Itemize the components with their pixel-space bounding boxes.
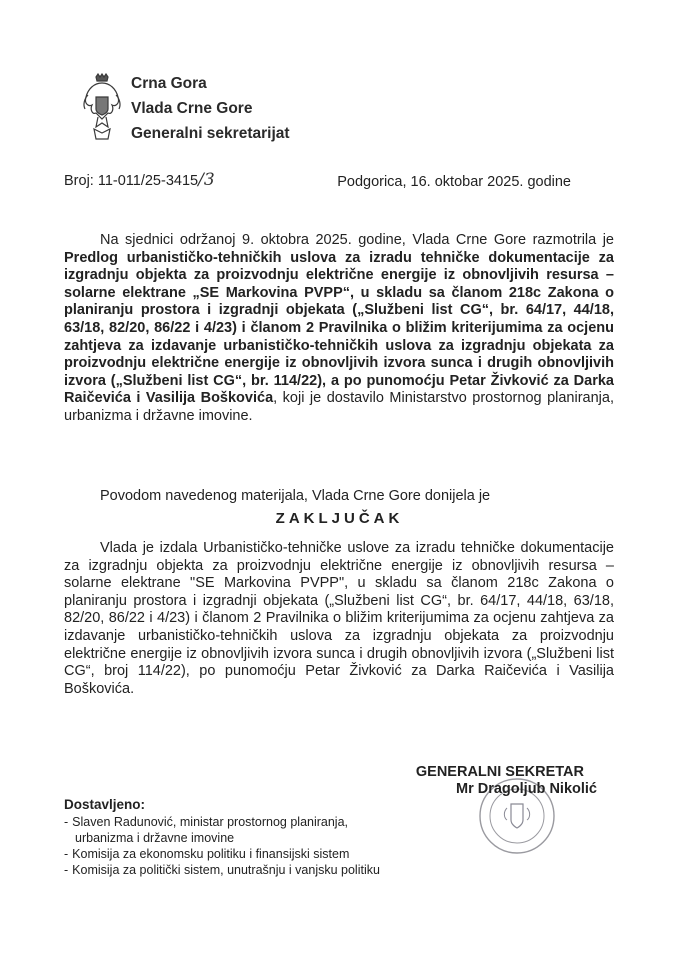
document-title: ZAKLJUČAK xyxy=(275,510,404,527)
header-secretariat: Generalni sekretarijat xyxy=(131,125,290,142)
distribution-item: - Slaven Radunović, ministar prostornog planiranja, xyxy=(64,815,349,829)
handwritten-suffix: /3 xyxy=(198,170,215,190)
reference-number-text: Broj: 11-011/25-3415 xyxy=(64,173,199,189)
reference-number xyxy=(64,170,215,190)
distribution-title: Dostavljeno: xyxy=(64,797,146,812)
distribution-item: - Komisija za ekonomsku politiku i finansijski sistem xyxy=(64,847,350,861)
paragraph-decision-intro: Povodom navedenog materijala, Vlada Crne Gore donijela je xyxy=(100,488,491,504)
paragraph-session-bold: Predlog urbanističko-tehničkih uslova za izradu tehničke dokumentacije za izgradnju objekta za proizvodnju električne energije iz obnovljivih resursa – solarne elektrane „SE Markovina PVPP“, u skladu sa članom 218c Zakona o planiranju prostora i izgradnji objekata („Službeni list CG“, br. 64/17, 44/18, 63/18, 82/20, 86/22 i 4/23) i članom 2 Pravilnika o bližim kriterijumima za ocjenu zahtjeva za izdavanje urbanističko-tehničkih uslova za izgradnju objekata za proizvodnju električne energije iz obnovljivih izvora sunca i drugih obnovljivih izvora („Službeni list CG“, br. 114/22), a po punomoćju Petar Živković za Darka Raičevića i Vasilija Boškovića xyxy=(64,249,614,407)
signature-role: GENERALNI SEKRETAR xyxy=(415,764,584,780)
distribution-list xyxy=(64,814,384,878)
distribution-item: - Komisija za politički sistem, unutrašnju i vanjsku politiku xyxy=(64,863,380,877)
paragraph-session-end: , koji je dostavilo Ministarstvo prostornog planiranja, urbanizma i državne imovine. xyxy=(64,390,614,424)
paragraph-session-intro: Na sjednici održanoj 9. oktobra 2025. godine, Vlada Crne Gore razmotrila je xyxy=(100,232,614,248)
distribution-item-continued: urbanizma i državne imovine xyxy=(75,831,235,845)
place-date: Podgorica, 16. oktobar 2025. godine xyxy=(337,174,571,190)
paragraph-session xyxy=(64,232,614,426)
header-country: Crna Gora xyxy=(131,75,207,92)
coat-of-arms-icon xyxy=(82,73,122,143)
header-government: Vlada Crne Gore xyxy=(131,100,253,117)
paragraph-conclusion: Vlada je izdala Urbanističko-tehničke uslove za izradu tehničke dokumentacije za izgradnju objekta za proizvodnju električne energije iz obnovljivih resursa – solarne elektrane "SE Markovina PVPP", u skladu sa članom 218c Zakona o planiranju prostora i izgradnji objekata („Službeni list CG“, br. 64/17, 44/18, 63/18, 82/20, 86/22 i 4/23) i članom 2 Pravilnika o bližim kriterijumima za ocjenu zahtjeva za izdavanje urbanističko-tehničkih uslova za izgradnju objekata za proizvodnju električne energije iz obnovljivih izvora sunca i drugih obnovljivih izvora („Službeni list CG“, broj 114/22), po punomoćju Petar Živković za Darka Raičevića i Vasilija Boškovića. xyxy=(64,540,614,697)
signature-name: Mr Dragoljub Nikolić xyxy=(456,781,597,797)
